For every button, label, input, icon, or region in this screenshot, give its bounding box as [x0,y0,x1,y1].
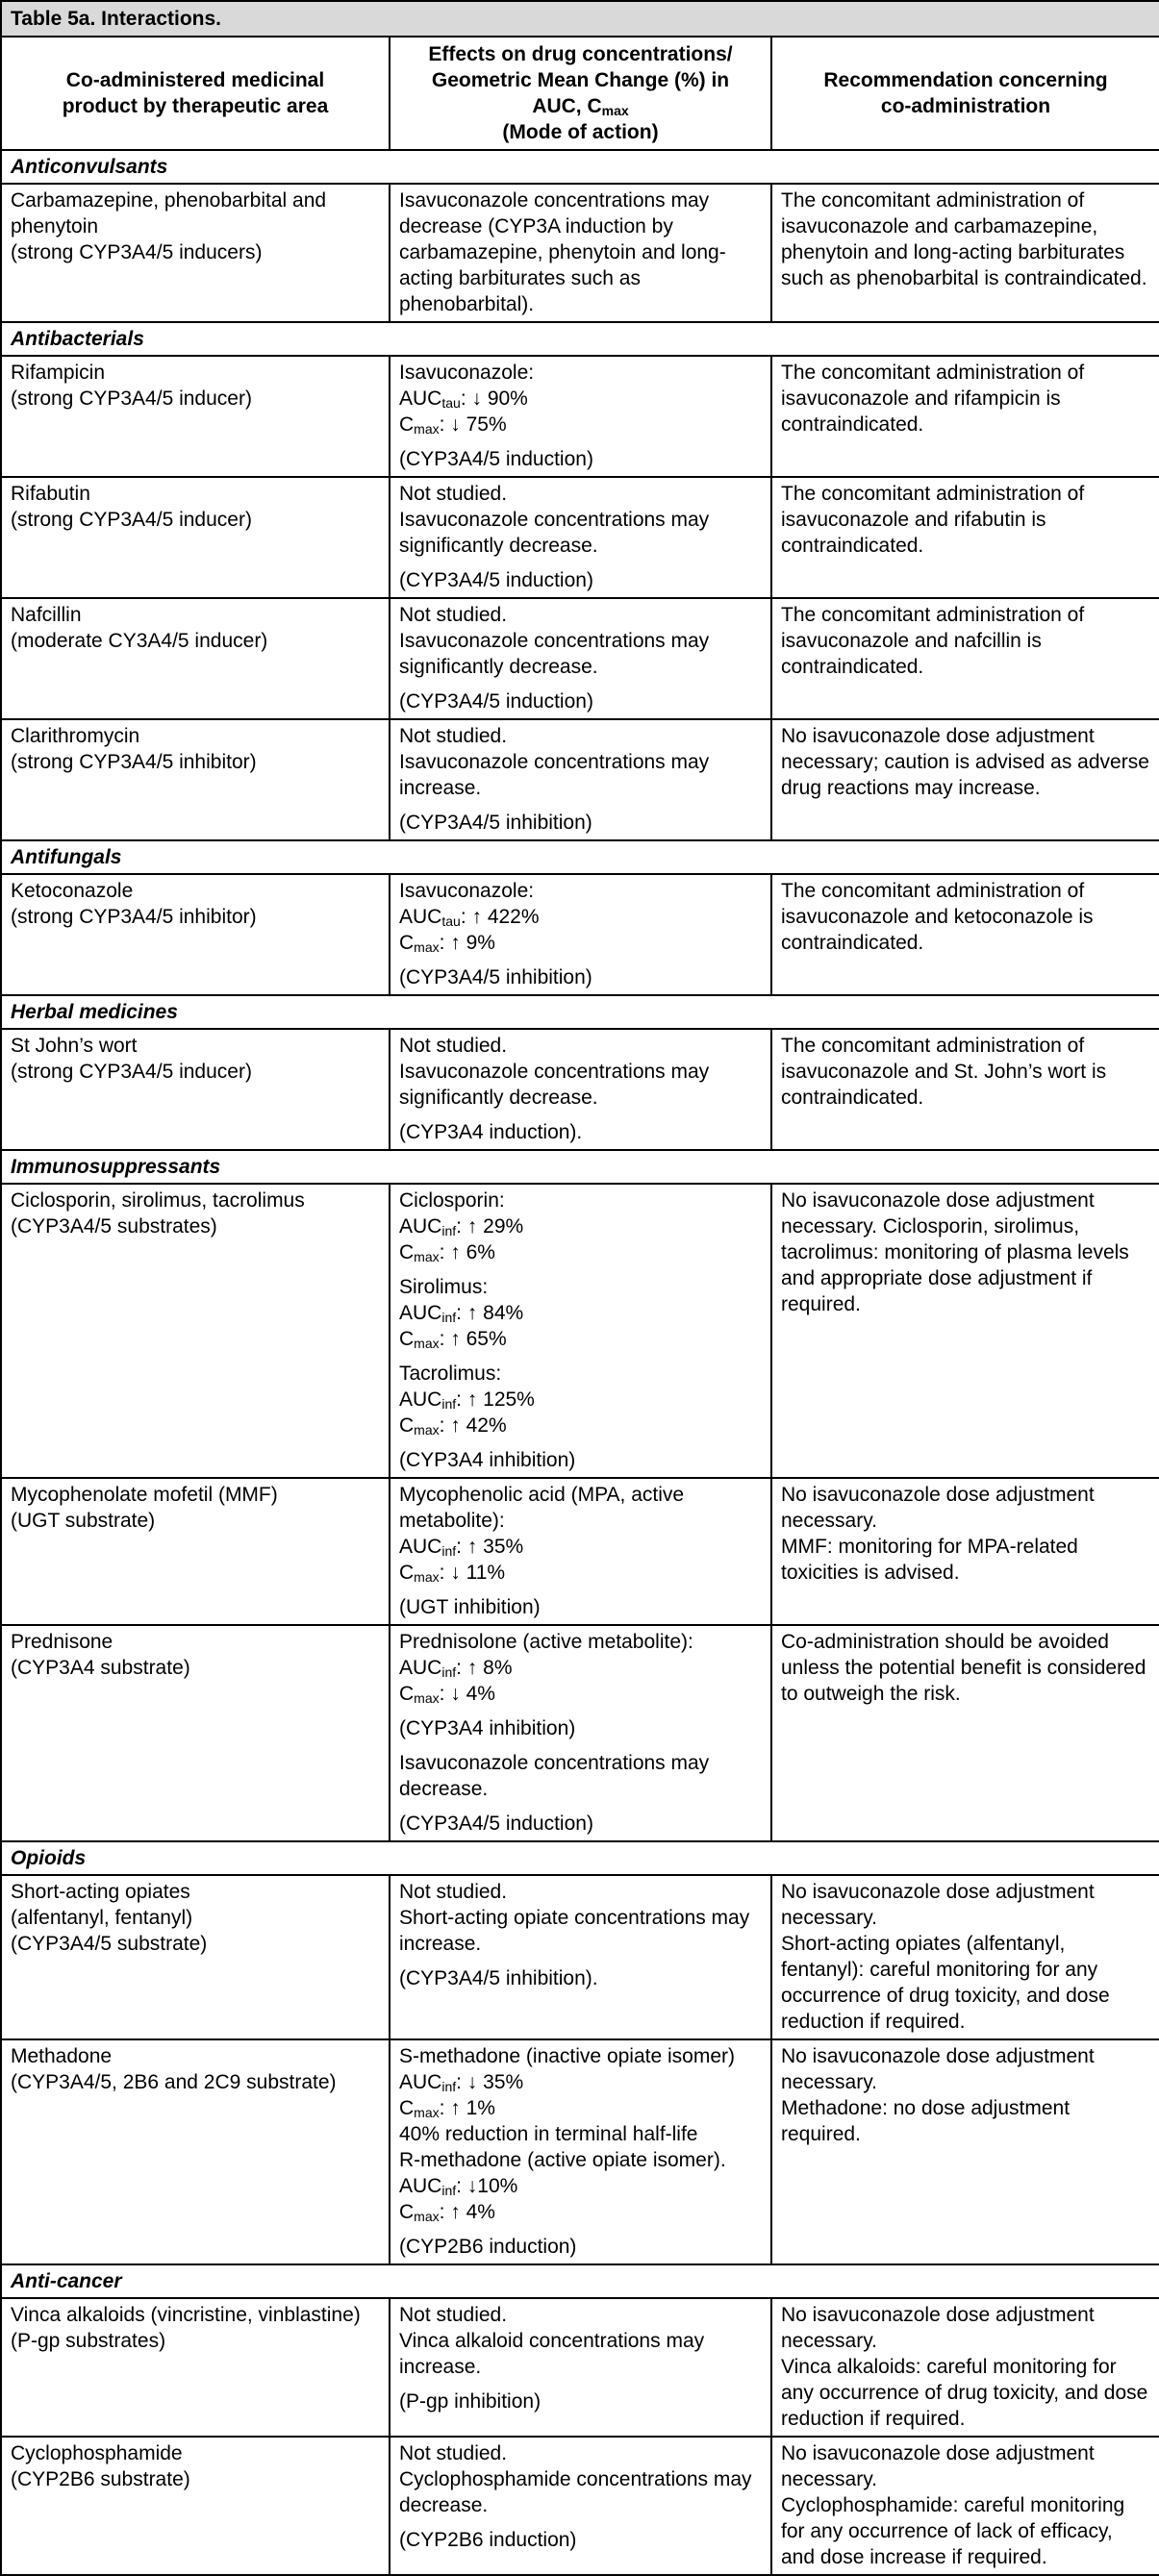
effect-line [399,2173,762,2199]
effect-line: (CYP3A4/5 inhibition). [399,1967,598,1989]
recommendation-line: No isavuconazole dose adjustment necessary. Ciclosporin, sirolimus, tacrolimus: monitoring of plasma levels and appropriate dose adjustment if required. [781,1189,1129,1315]
effects-cell [390,1029,771,1150]
medicinal-product-cell [1,1029,390,1150]
recommendation-line: Short-acting opiates (alfentanyl, fentanyl): careful monitoring for any occurrence of drug toxicity, and dose reduction if required. [781,1933,1110,2033]
effect-line: (UGT inhibition) [399,1596,541,1618]
effect-line: Not studied. [399,604,508,626]
column-header-line: Geometric Mean Change (%) in [431,69,730,91]
effect-line [399,930,762,956]
medicinal-product-cell [1,1478,390,1625]
subscript: max [414,1422,440,1438]
table-row [1,1184,1159,1478]
category-row [1,840,1159,874]
medicinal-product-line: (P-gp substrates) [11,2330,166,2352]
paragraph-gap [399,2518,762,2527]
recommendation-line: No isavuconazole dose adjustment necessary. [781,2442,1095,2490]
subscript: inf [441,1396,457,1412]
medicinal-product-line: St John’s wort [11,1035,138,1057]
medicinal-product-line: Prednisone [11,1631,113,1653]
recommendation-cell [771,1478,1159,1625]
medicinal-product-line: Ketoconazole [11,880,134,902]
effect-line: Isavuconazole concentrations may decrease. [399,1752,710,1800]
effect-line: (CYP3A4/5 inhibition) [399,966,592,988]
medicinal-product-line: Vinca alkaloids (vincristine, vinblastine) [11,2304,361,2326]
recommendation-cell [771,874,1159,995]
medicinal-product-cell [1,2298,390,2437]
column-header-line [400,93,761,119]
table-row [1,356,1159,477]
text-segment: C [399,413,415,436]
medicinal-product-cell [1,477,390,598]
category-row [1,150,1159,184]
effect-line: Isavuconazole concentrations may significantly decrease. [399,1061,710,1109]
column-header-auc: AUC, C [532,95,602,117]
recommendation-line: No isavuconazole dose adjustment necessary. [781,1484,1095,1532]
medicinal-product-cell [1,2437,390,2575]
text-segment: : ↑ 29% [456,1215,524,1238]
effect-line [399,1326,762,1352]
table-title-row [1,1,1159,37]
table-row [1,874,1159,995]
recommendation-line: The concomitant administration of isavuconazole and ketoconazole is contraindicated. [781,880,1094,954]
column-header-line: co-administration [880,95,1051,117]
recommendation-line: No isavuconazole dose adjustment necessary. [781,2045,1095,2093]
recommendation-line: No isavuconazole dose adjustment necessary. [781,2304,1095,2352]
recommendation-line: Co-administration should be avoided unless the potential benefit is considered to outweigh the risk. [781,1631,1146,1705]
text-segment: : ↑ 8% [456,1657,513,1679]
text-segment: AUC [399,388,442,410]
text-segment: : ↑ 35% [456,1536,524,1558]
table-row [1,1625,1159,1841]
column-header-medicinal-product [1,37,390,150]
effect-line: Not studied. [399,1035,508,1057]
table-title: Table 5a. Interactions. [1,1,1159,37]
effect-line [399,1534,762,1560]
text-segment: C [399,1683,415,1705]
medicinal-product-cell [1,598,390,719]
effect-line: Not studied. [399,2442,508,2464]
effect-line: Vinca alkaloid concentrations may increase. [399,2330,705,2378]
effect-line [399,1300,762,1326]
text-segment: : ↑ 422% [460,906,540,928]
medicinal-product-line: (strong CYP3A4/5 inducer) [11,1061,252,1083]
paragraph-gap [399,1586,762,1594]
effect-line: Isavuconazole: [399,880,535,902]
category-label: Opioids [1,1841,1159,1875]
effect-line: Isavuconazole concentrations may significantly decrease. [399,509,710,557]
effect-line: 40% reduction in terminal half-life [399,2123,698,2145]
effect-line [399,412,762,438]
text-segment: : ↑ 84% [456,1302,524,1324]
column-header-line: Effects on drug concentrations/ [428,43,733,65]
medicinal-product-line: (UGT substrate) [11,1510,156,1532]
subscript: max [414,2105,440,2120]
effects-cell [390,1478,771,1625]
effects-cell [390,598,771,719]
text-segment: AUC [399,1657,442,1679]
paragraph-gap [399,1352,762,1361]
paragraph-gap [399,559,762,567]
subscript: max [414,1690,440,1706]
text-segment: C [399,1562,415,1584]
recommendation-line: MMF: monitoring for MPA-related toxicities is advised. [781,1536,1078,1584]
effects-cell [390,1625,771,1841]
table-row [1,2039,1159,2264]
effects-cell [390,874,771,995]
medicinal-product-line: Rifabutin [11,483,90,505]
text-segment: : ↑ 4% [439,2201,495,2223]
paragraph-gap [399,801,762,810]
text-segment: C [399,1414,415,1437]
recommendation-cell [771,2298,1159,2437]
medicinal-product-line: Clarithromycin [11,725,140,747]
effect-line: Sirolimus: [399,1276,489,1298]
column-header-line: Co-administered medicinal [65,69,325,91]
text-segment: C [399,932,415,954]
subscript: max [414,1336,440,1351]
paragraph-gap [399,1741,762,1750]
subscript: max [414,2209,440,2224]
paragraph-gap [399,438,762,446]
effect-line [399,1681,762,1707]
paragraph-gap [399,1957,762,1965]
text-segment: AUC [399,1302,442,1324]
category-label: Herbal medicines [1,995,1159,1029]
effects-cell [390,477,771,598]
category-label: Anticonvulsants [1,150,1159,184]
effect-line [399,2069,762,2095]
effects-cell [390,719,771,840]
text-segment: C [399,1241,415,1263]
effect-line: Isavuconazole concentrations may decrease (CYP3A induction by carbamazepine, phenytoin and long-acting barbiturates such as phenobarbital). [399,189,726,315]
recommendation-cell [771,1184,1159,1478]
medicinal-product-line: (alfentanyl, fentanyl) [11,1907,193,1929]
text-segment: : ↓ 11% [439,1562,506,1584]
effect-line: Mycophenolic acid (MPA, active metabolite): [399,1484,685,1532]
effect-line: (P-gp inhibition) [399,2390,542,2413]
subscript: inf [441,1223,457,1238]
effect-line: (CYP2B6 induction) [399,2236,577,2258]
medicinal-product-line: (CYP3A4/5 substrates) [11,1215,217,1238]
effect-line: (CYP3A4/5 induction) [399,1813,593,1835]
subscript: inf [441,2079,457,2094]
category-row [1,1150,1159,1184]
medicinal-product-line: (moderate CY3A4/5 inducer) [11,630,268,652]
recommendation-cell [771,477,1159,598]
effect-line [399,1387,762,1413]
text-segment: : ↑ 9% [439,932,495,954]
text-segment: C [399,2097,415,2119]
effect-line: Isavuconazole concentrations may significantly decrease. [399,630,710,678]
text-segment: AUC [399,1215,442,1238]
table-header-row [1,37,1159,150]
effect-line: (CYP3A4/5 inhibition) [399,812,592,834]
effects-cell [390,2298,771,2437]
medicinal-product-cell [1,184,390,322]
recommendation-line: The concomitant administration of isavuconazole and nafcillin is contraindicated. [781,604,1085,678]
recommendation-cell [771,1029,1159,1150]
text-segment: AUC [399,906,442,928]
paragraph-gap [399,1265,762,1274]
effect-line: Tacrolimus: [399,1363,502,1385]
medicinal-product-line: Nafcillin [11,604,82,626]
category-row [1,1841,1159,1875]
paragraph-gap [399,1802,762,1811]
effect-line: S-methadone (inactive opiate isomer) [399,2045,736,2067]
effect-line: Not studied. [399,725,508,747]
effect-line: (CYP3A4 inhibition) [399,1449,576,1471]
category-row [1,322,1159,356]
effect-line [399,1560,762,1586]
category-row [1,995,1159,1029]
medicinal-product-line: (CYP3A4/5 substrate) [11,1933,208,1955]
subscript: tau [441,913,461,929]
medicinal-product-line: (strong CYP3A4/5 inhibitor) [11,906,257,928]
medicinal-product-cell [1,1184,390,1478]
effect-line: Short-acting opiate concentrations may increase. [399,1907,750,1955]
table-body [1,150,1159,2575]
table-row [1,2437,1159,2575]
text-segment: : ↓10% [456,2175,518,2197]
table-row [1,1478,1159,1625]
medicinal-product-cell [1,2039,390,2264]
paragraph-gap [399,1438,762,1447]
column-header-line: Recommendation concerning [823,69,1108,91]
effect-line: Isavuconazole: [399,362,535,384]
text-segment: AUC [399,2175,442,2197]
table-row [1,598,1159,719]
text-segment: : ↓ 35% [456,2071,524,2093]
medicinal-product-line: Short-acting opiates [11,1881,190,1903]
paragraph-gap [399,680,762,688]
paragraph-gap [399,1707,762,1715]
text-segment: : ↓ 75% [439,413,507,436]
recommendation-line: Vinca alkaloids: careful monitoring for any occurrence of drug toxicity, and dose reduction if required. [781,2356,1148,2430]
paragraph-gap [399,956,762,964]
effect-line: Not studied. [399,2304,508,2326]
effect-line: Ciclosporin: [399,1189,505,1212]
effects-cell [390,1875,771,2039]
recommendation-cell [771,184,1159,322]
medicinal-product-line: (strong CYP3A4/5 inducer) [11,388,252,410]
effects-cell [390,356,771,477]
medicinal-product-cell [1,874,390,995]
recommendation-line: No isavuconazole dose adjustment necessary; caution is advised as adverse drug reactions may increase. [781,725,1149,799]
text-segment: : ↑ 42% [439,1414,507,1437]
text-segment: C [399,1328,415,1350]
subscript: inf [441,1310,457,1325]
effect-line [399,2095,762,2121]
subscript: max [414,421,440,437]
column-header-line: product by therapeutic area [62,95,329,117]
effects-cell [390,1184,771,1478]
recommendation-cell [771,719,1159,840]
recommendation-cell [771,2437,1159,2575]
recommendation-cell [771,2039,1159,2264]
medicinal-product-line: (CYP2B6 substrate) [11,2468,190,2490]
medicinal-product-line: (CYP3A4 substrate) [11,1657,190,1679]
recommendation-line: The concomitant administration of isavuconazole and St. John’s wort is contraindicated. [781,1035,1107,1109]
column-header-effects [390,37,771,150]
subscript: max [414,1569,440,1585]
effects-cell [390,184,771,322]
recommendation-line: No isavuconazole dose adjustment necessary. [781,1881,1095,1929]
paragraph-gap [399,2380,762,2388]
medicinal-product-line: Ciclosporin, sirolimus, tacrolimus [11,1189,305,1212]
medicinal-product-line: Rifampicin [11,362,106,384]
subscript: max [414,939,440,955]
effect-line: (CYP3A4/5 induction) [399,448,593,470]
recommendation-line: The concomitant administration of isavuconazole and rifabutin is contraindicated. [781,483,1085,557]
column-header-line: (Mode of action) [502,121,659,143]
medicinal-product-line: Mycophenolate mofetil (MMF) [11,1484,278,1506]
recommendation-cell [771,356,1159,477]
effect-line: R-methadone (active opiate isomer). [399,2149,726,2171]
subscript: tau [441,395,461,411]
category-label: Immunosuppressants [1,1150,1159,1184]
category-row [1,2264,1159,2298]
effect-line: (CYP2B6 induction) [399,2529,577,2551]
subscript: inf [441,1664,457,1680]
effect-line [399,1413,762,1438]
text-segment: : ↑ 65% [439,1328,507,1350]
table-row [1,2298,1159,2437]
recommendation-cell [771,598,1159,719]
effect-line: (CYP3A4 induction). [399,1121,583,1143]
text-segment: : ↑ 125% [456,1388,535,1411]
recommendation-line: The concomitant administration of isavuconazole and carbamazepine, phenytoin and long-acting barbiturates such as phenobarbital is contraindicated. [781,189,1147,289]
text-segment: C [399,2201,415,2223]
medicinal-product-line: Methadone [11,2045,113,2067]
subscript: max [414,1249,440,1264]
text-segment: : ↑ 6% [439,1241,495,1263]
category-label: Anti-cancer [1,2264,1159,2298]
effect-line [399,1213,762,1239]
category-label: Antifungals [1,840,1159,874]
recommendation-cell [771,1625,1159,1841]
table-row [1,719,1159,840]
effects-cell [390,2039,771,2264]
medicinal-product-cell [1,1875,390,2039]
table-row [1,477,1159,598]
paragraph-gap [399,2225,762,2234]
recommendation-line: The concomitant administration of isavuconazole and rifampicin is contraindicated. [781,362,1085,436]
paragraph-gap [399,1111,762,1119]
medicinal-product-line: (strong CYP3A4/5 inhibitor) [11,751,257,773]
effect-line: Not studied. [399,1881,508,1903]
medicinal-product-line: (CYP3A4/5, 2B6 and 2C9 substrate) [11,2071,337,2093]
effect-line: Prednisolone (active metabolite): [399,1631,693,1653]
subscript: inf [441,1543,457,1559]
effect-line [399,1655,762,1681]
effects-cell [390,2437,771,2575]
recommendation-cell [771,1875,1159,2039]
table-row [1,1875,1159,2039]
medicinal-product-cell [1,1625,390,1841]
effect-line: Cyclophosphamide concentrations may decrease. [399,2468,752,2516]
effect-line: Isavuconazole concentrations may increase. [399,751,710,799]
effect-line: (CYP3A4 inhibition) [399,1717,576,1739]
column-header-recommendation [771,37,1159,150]
effect-line [399,2199,762,2225]
effect-line: (CYP3A4/5 induction) [399,569,593,591]
subscript: inf [441,2183,457,2198]
table-row [1,1029,1159,1150]
recommendation-line: Methadone: no dose adjustment required. [781,2097,1071,2145]
effect-line [399,904,762,930]
text-segment: AUC [399,1536,442,1558]
effect-line [399,1239,762,1265]
text-segment: : ↓ 4% [439,1683,495,1705]
medicinal-product-line: (strong CYP3A4/5 inducer) [11,509,252,531]
category-label: Antibacterials [1,322,1159,356]
medicinal-product-cell [1,356,390,477]
medicinal-product-line: Carbamazepine, phenobarbital and phenytoin [11,189,327,238]
effect-line: Not studied. [399,483,508,505]
effect-line: (CYP3A4/5 induction) [399,690,593,713]
recommendation-line: Cyclophosphamide: careful monitoring for any occurrence of lack of efficacy, and dose increase if required. [781,2494,1125,2568]
text-segment: AUC [399,2071,442,2093]
medicinal-product-line: (strong CYP3A4/5 inducers) [11,241,263,263]
medicinal-product-cell [1,719,390,840]
table-row [1,184,1159,322]
text-segment: AUC [399,1388,442,1411]
effect-line [399,386,762,412]
text-segment: : ↑ 1% [439,2097,495,2119]
text-segment: : ↓ 90% [460,388,528,410]
medicinal-product-line: Cyclophosphamide [11,2442,183,2464]
column-header-auc-subscript: max [601,103,629,118]
